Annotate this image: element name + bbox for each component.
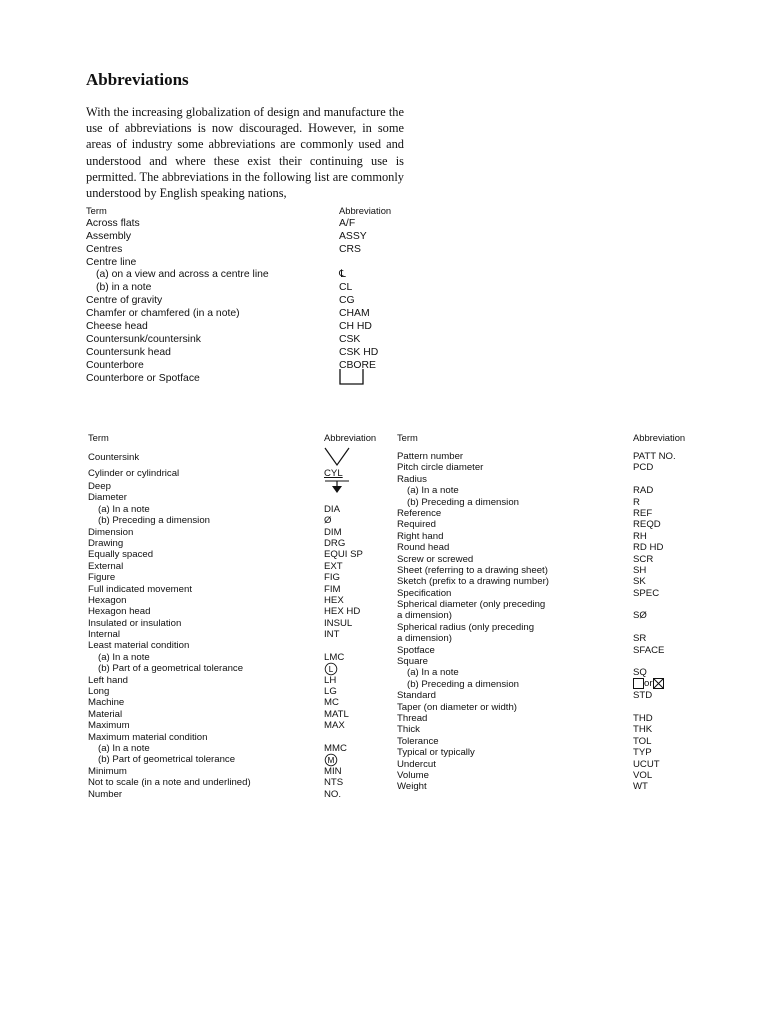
abbreviation: NO. bbox=[324, 788, 342, 800]
term: Left hand bbox=[88, 674, 129, 686]
abbreviation: FIM bbox=[324, 583, 341, 595]
table-row bbox=[88, 754, 388, 765]
table-row bbox=[88, 697, 388, 708]
term: External bbox=[88, 560, 124, 572]
table-row bbox=[88, 492, 388, 503]
abbreviation: PCD bbox=[633, 462, 654, 474]
table-row bbox=[88, 515, 388, 526]
table-row bbox=[86, 334, 406, 347]
term: Across flats bbox=[86, 217, 140, 229]
term: (b) in a note bbox=[96, 282, 152, 294]
table-row bbox=[397, 497, 697, 508]
term: Full indicated movement bbox=[88, 583, 192, 595]
table-row bbox=[397, 781, 697, 792]
table-row bbox=[86, 373, 406, 386]
table-row bbox=[397, 679, 697, 690]
term: (a) In a note bbox=[407, 667, 459, 679]
abbreviation: SK bbox=[633, 576, 646, 588]
table-row bbox=[397, 645, 697, 656]
table-row bbox=[397, 554, 697, 565]
table-row bbox=[88, 675, 388, 686]
term: (b) Part of a geometrical tolerance bbox=[98, 663, 244, 675]
table-row bbox=[397, 633, 697, 644]
table-row bbox=[397, 724, 697, 735]
table-row bbox=[86, 257, 406, 270]
term: Sheet (referring to a drawing sheet) bbox=[397, 564, 548, 576]
table-row bbox=[88, 640, 388, 651]
table-row bbox=[88, 652, 388, 663]
header-term: Term bbox=[86, 205, 107, 216]
table-row bbox=[86, 295, 406, 308]
abbreviation: CSK HD bbox=[339, 346, 379, 358]
term: (a) on a view and across a centre line bbox=[96, 269, 269, 281]
abbreviation: RH bbox=[633, 530, 647, 542]
term: Counterbore bbox=[86, 359, 144, 371]
abbreviation: MC bbox=[324, 697, 339, 709]
term: a dimension) bbox=[397, 633, 452, 645]
table-row bbox=[88, 561, 388, 572]
table-row bbox=[86, 218, 406, 231]
term: Insulated or insulation bbox=[88, 617, 182, 629]
term: Sketch (prefix to a drawing number) bbox=[397, 576, 549, 588]
term: (a) In a note bbox=[98, 742, 150, 754]
term: Counterbore or Spotface bbox=[86, 372, 200, 384]
term: Spotface bbox=[397, 644, 435, 656]
term: (a) In a note bbox=[407, 485, 459, 497]
table-row bbox=[397, 462, 697, 473]
table-row bbox=[88, 629, 388, 640]
table-row bbox=[397, 508, 697, 519]
abbreviation: INT bbox=[324, 629, 340, 641]
abbreviation: FIG bbox=[324, 572, 340, 584]
table-row bbox=[397, 656, 697, 667]
term: Spherical radius (only preceding bbox=[397, 621, 535, 633]
table-header bbox=[86, 205, 406, 218]
table-row bbox=[397, 690, 697, 701]
term: Material bbox=[88, 708, 123, 720]
term: (b) Preceding a dimension bbox=[407, 496, 519, 508]
table-row bbox=[88, 743, 388, 754]
table-row bbox=[88, 452, 388, 468]
term: Equally spaced bbox=[88, 549, 154, 561]
abbreviation-table-3 bbox=[397, 432, 697, 793]
abbreviation: LG bbox=[324, 686, 337, 698]
term: Chamfer or chamfered (in a note) bbox=[86, 308, 240, 320]
term: Countersunk head bbox=[86, 346, 171, 358]
term: Thick bbox=[397, 724, 420, 736]
abbreviation: CBORE bbox=[339, 359, 376, 371]
abbreviation: UCUT bbox=[633, 758, 660, 770]
abbreviation: SR bbox=[633, 633, 647, 645]
term: Assembly bbox=[86, 230, 132, 242]
table-row bbox=[86, 347, 406, 360]
term: Standard bbox=[397, 690, 436, 702]
term: Spherical diameter (only preceding bbox=[397, 599, 546, 611]
table-row bbox=[397, 451, 697, 462]
abbreviation: MATL bbox=[324, 708, 349, 720]
abbreviation: DIM bbox=[324, 526, 342, 538]
abbreviation: HEX bbox=[324, 594, 344, 606]
table-header bbox=[397, 432, 697, 451]
abbreviation: PATT NO. bbox=[633, 451, 676, 462]
abbreviation: CRS bbox=[339, 243, 361, 255]
table-row bbox=[88, 538, 388, 549]
term: Cheese head bbox=[86, 321, 148, 333]
table-row bbox=[397, 588, 697, 599]
table-row bbox=[397, 531, 697, 542]
table-row bbox=[88, 766, 388, 777]
abbreviation-table-2 bbox=[88, 432, 388, 800]
abbreviation: CL bbox=[339, 282, 353, 294]
table-row bbox=[88, 527, 388, 538]
abbreviation: SØ bbox=[633, 610, 647, 622]
term: a dimension) bbox=[397, 610, 452, 622]
abbreviation: EXT bbox=[324, 560, 343, 572]
term: Centre of gravity bbox=[86, 295, 163, 307]
term: Number bbox=[88, 788, 123, 800]
table-row bbox=[88, 777, 388, 788]
abbreviation: MAX bbox=[324, 720, 345, 732]
table-row bbox=[88, 481, 388, 492]
table-row bbox=[397, 770, 697, 781]
table-row bbox=[86, 308, 406, 321]
term: Diameter bbox=[88, 492, 127, 504]
table-row bbox=[397, 519, 697, 530]
term: Least material condition bbox=[88, 640, 190, 652]
table-row bbox=[86, 244, 406, 257]
crossed-square-icon bbox=[653, 678, 664, 689]
term: Typical or typically bbox=[397, 747, 475, 759]
abbreviation: SCR bbox=[633, 553, 654, 565]
header-term: Term bbox=[88, 432, 109, 443]
table-row bbox=[397, 576, 697, 587]
term: Thread bbox=[397, 712, 428, 724]
abbreviation: TYP bbox=[633, 747, 652, 759]
term: Not to scale (in a note and underlined) bbox=[88, 777, 251, 789]
term: Figure bbox=[88, 572, 116, 584]
table-row bbox=[397, 565, 697, 576]
term: Taper (on diameter or width) bbox=[397, 701, 517, 713]
term: Square bbox=[397, 656, 428, 668]
term: Maximum bbox=[88, 720, 130, 732]
abbreviation: SQ bbox=[633, 667, 647, 679]
abbreviation: THD bbox=[633, 712, 653, 724]
centre-line-symbol: ℄ bbox=[339, 269, 346, 281]
abbreviation: WT bbox=[633, 781, 648, 793]
term: (b) Preceding a dimension bbox=[98, 515, 210, 527]
term: Radius bbox=[397, 473, 427, 485]
table-row bbox=[88, 504, 388, 515]
table-row bbox=[397, 622, 697, 633]
table-row bbox=[88, 618, 388, 629]
square-or-text: or bbox=[644, 677, 653, 689]
table-row bbox=[397, 542, 697, 553]
abbreviation: CHAM bbox=[339, 308, 370, 320]
term: Countersink bbox=[88, 452, 140, 463]
table-row bbox=[88, 584, 388, 595]
term: Drawing bbox=[88, 537, 124, 549]
term: Screw or screwed bbox=[397, 553, 474, 565]
table-row bbox=[88, 663, 388, 674]
table-row bbox=[397, 485, 697, 496]
abbreviation: DIA bbox=[324, 503, 340, 515]
abbreviation: TOL bbox=[633, 735, 652, 747]
abbreviation: INSUL bbox=[324, 617, 353, 629]
abbreviation: ASSY bbox=[339, 230, 367, 242]
abbreviation: CH HD bbox=[339, 321, 372, 333]
abbreviation: SH bbox=[633, 564, 647, 576]
table-row bbox=[88, 686, 388, 697]
abbreviation: HEX HD bbox=[324, 606, 361, 618]
term: Weight bbox=[397, 781, 427, 793]
term: Required bbox=[397, 519, 436, 531]
term: Specification bbox=[397, 587, 452, 599]
table-row bbox=[88, 572, 388, 583]
diameter-symbol: Ø bbox=[324, 515, 332, 527]
abbreviation: RD HD bbox=[633, 542, 664, 554]
term: Minimum bbox=[88, 765, 127, 777]
term: Volume bbox=[397, 769, 429, 781]
term: Maximum material condition bbox=[88, 731, 208, 743]
abbreviation: NTS bbox=[324, 777, 344, 789]
square-symbol-group bbox=[633, 678, 664, 689]
least-material-letter: L bbox=[328, 665, 334, 675]
term: Long bbox=[88, 686, 110, 698]
term: Machine bbox=[88, 697, 125, 709]
abbreviation: LMC bbox=[324, 651, 345, 663]
abbreviation: DRG bbox=[324, 537, 346, 549]
table-row bbox=[88, 732, 388, 743]
table-row bbox=[88, 595, 388, 606]
term: Reference bbox=[397, 507, 442, 519]
table-row bbox=[88, 789, 388, 800]
table-row bbox=[88, 709, 388, 720]
table-row bbox=[397, 599, 697, 610]
term: Right hand bbox=[397, 530, 444, 542]
table-row bbox=[88, 549, 388, 560]
page-title: Abbreviations bbox=[86, 70, 189, 89]
abbreviation: CSK bbox=[339, 333, 361, 345]
maximum-material-letter: M bbox=[327, 756, 335, 766]
header-term: Term bbox=[397, 432, 418, 443]
term: (b) Preceding a dimension bbox=[407, 678, 519, 690]
abbreviation: REF bbox=[633, 507, 653, 519]
table-row bbox=[397, 736, 697, 747]
term: Centres bbox=[86, 243, 123, 255]
table-row bbox=[397, 759, 697, 770]
table-row bbox=[88, 720, 388, 731]
term: Centre line bbox=[86, 256, 137, 268]
table-row bbox=[86, 269, 406, 282]
table-row bbox=[397, 747, 697, 758]
header-abbreviation: Abbreviation bbox=[324, 432, 377, 443]
term: Pitch circle diameter bbox=[397, 462, 484, 474]
abbreviation: SFACE bbox=[633, 644, 665, 656]
abbreviation: VOL bbox=[633, 769, 653, 781]
abbreviation: CYL bbox=[324, 468, 343, 479]
term: Dimension bbox=[88, 526, 134, 538]
square-icon bbox=[633, 678, 644, 689]
counterbore-symbol-icon bbox=[339, 368, 365, 391]
table-row bbox=[86, 282, 406, 295]
term: (a) In a note bbox=[98, 503, 150, 515]
abbreviation: MIN bbox=[324, 765, 342, 777]
table-row bbox=[397, 713, 697, 724]
header-abbreviation: Abbreviation bbox=[633, 432, 686, 443]
term: Deep bbox=[88, 481, 111, 492]
term: Internal bbox=[88, 629, 120, 641]
term: Pattern number bbox=[397, 451, 464, 462]
abbreviation: A/F bbox=[339, 217, 356, 229]
term: Countersunk/countersink bbox=[86, 333, 201, 345]
table-row bbox=[88, 606, 388, 617]
term: Cylinder or cylindrical bbox=[88, 468, 180, 479]
table-row bbox=[397, 474, 697, 485]
abbreviation: EQUI SP bbox=[324, 549, 363, 561]
header-abbreviation: Abbreviation bbox=[339, 205, 392, 216]
term: (a) In a note bbox=[98, 651, 150, 663]
term: Tolerance bbox=[397, 735, 439, 747]
abbreviation: RAD bbox=[633, 485, 654, 497]
abbreviation: REQD bbox=[633, 519, 661, 531]
table-row bbox=[86, 231, 406, 244]
term: Undercut bbox=[397, 758, 436, 770]
abbreviation: R bbox=[633, 496, 640, 508]
term: Hexagon bbox=[88, 594, 127, 606]
abbreviation: MMC bbox=[324, 742, 347, 754]
abbreviation: THK bbox=[633, 724, 653, 736]
abbreviation: LH bbox=[324, 674, 337, 686]
abbreviation: SPEC bbox=[633, 587, 660, 599]
term: (b) Part of geometrical tolerance bbox=[98, 754, 236, 766]
abbreviation: CG bbox=[339, 295, 355, 307]
term: Hexagon head bbox=[88, 606, 151, 618]
table-row bbox=[397, 702, 697, 713]
abbreviation-table-1 bbox=[86, 205, 406, 385]
table-row bbox=[397, 610, 697, 621]
abbreviation: STD bbox=[633, 690, 653, 702]
countersink-symbol-icon bbox=[324, 447, 350, 470]
term: Round head bbox=[397, 542, 450, 554]
intro-paragraph: With the increasing globalization of design and manufacture the use of abbreviations is now discouraged. However, in some areas of industry some abbreviations are commonly used and understood and where these exist their continuing use is permitted. The abbreviations in the following list are commonly understood by English speaking nations, bbox=[86, 105, 404, 201]
table-row bbox=[86, 321, 406, 334]
